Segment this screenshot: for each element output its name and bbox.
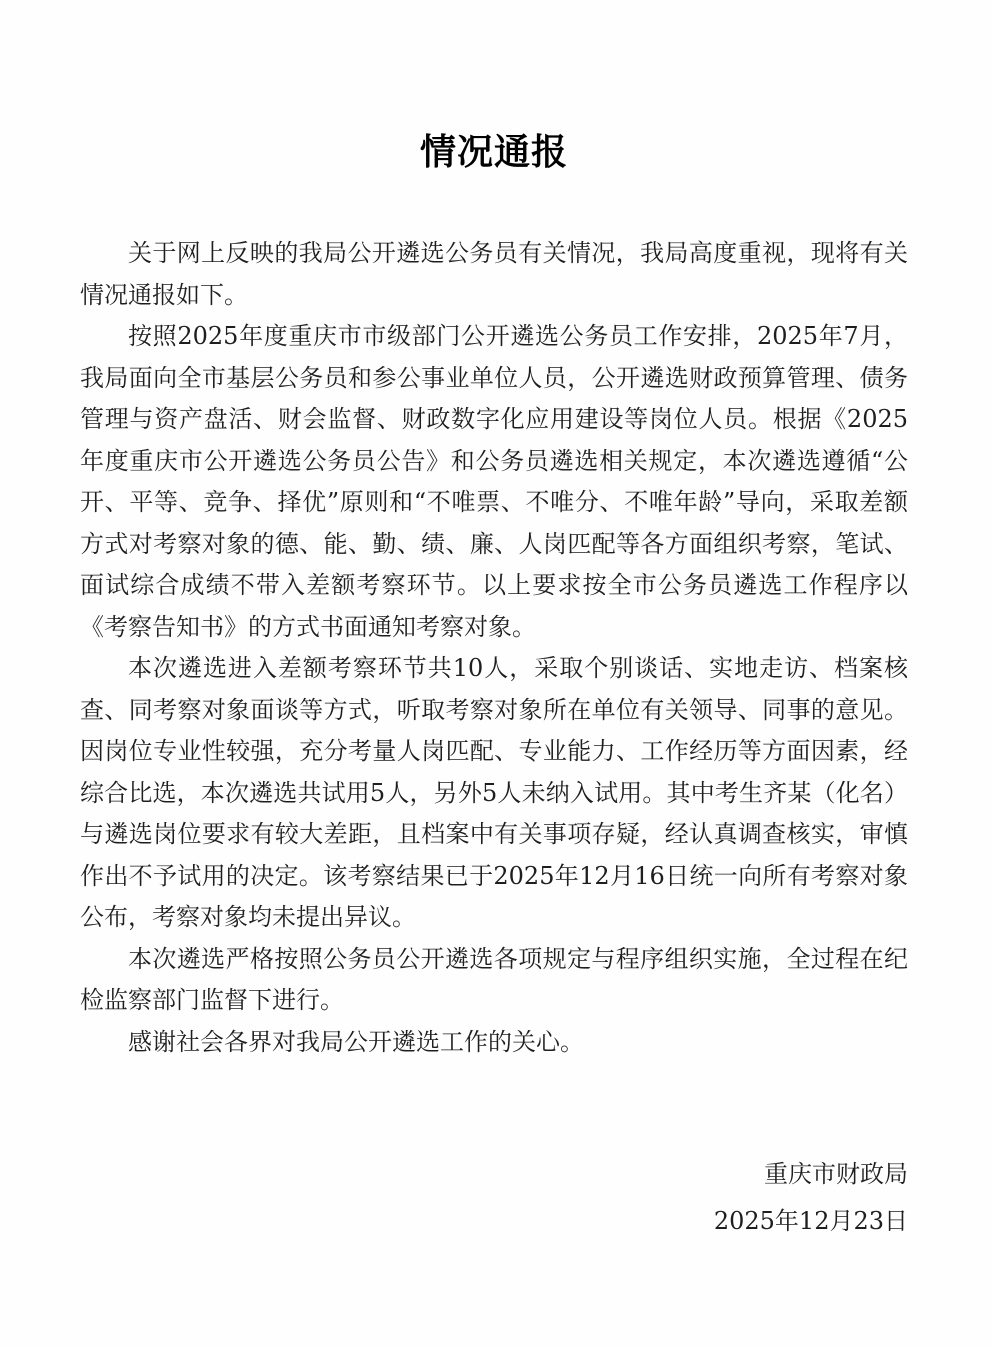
paragraph-supervision: 本次遴选严格按照公务员公开遴选各项规定与程序组织实施，全过程在纪检监察部门监督下进行。	[80, 944, 908, 1014]
document-title: 情况通报	[419, 131, 568, 173]
paragraph-inspection-result: 本次遴选进入差额考察环节共10人，采取个别谈话、实地走访、档案核查、同考察对象面谈等方式，听取考察对象所在单位有关领导、同事的意见。因岗位专业性较强，充分考量人岗匹配、专业能力、工作经历等方面因素，经综合比选，本次遴选共试用5人，另外5人未纳入试用。其中考生齐某（化名）与遴选岗位要求有较大差距，且档案中有关事项存疑，经认真调查核实，审慎作出不予试用的决定。该考察结果已于2025年12月16日统一向所有考察对象公布，考察对象均未提出异议。	[80, 654, 908, 931]
signature-date: 2025年12月23日	[713, 1207, 908, 1235]
paragraph-intro: 关于网上反映的我局公开遴选公务员有关情况，我局高度重视，现将有关情况通报如下。	[80, 239, 908, 309]
paragraph-thanks: 感谢社会各界对我局公开遴选工作的关心。	[128, 1027, 584, 1056]
document-body	[80, 233, 908, 1063]
signature-organization: 重庆市财政局	[764, 1160, 908, 1188]
paragraph-selection-process: 按照2025年度重庆市市级部门公开遴选公务员工作安排，2025年7月，我局面向全市基层公务员和参公事业单位人员，公开遴选财政预算管理、债务管理与资产盘活、财会监督、财政数字化应用建设等岗位人员。根据《2025年度重庆市公开遴选公务员公告》和公务员遴选相关规定，本次遴选遵循“公开、平等、竞争、择优”原则和“不唯票、不唯分、不唯年龄”导向，采取差额方式对考察对象的德、能、勤、绩、廉、人岗匹配等各方面组织考察，笔试、面试综合成绩不带入差额考察环节。以上要求按全市公务员遴选工作程序以《考察告知书》的方式书面通知考察对象。	[80, 322, 908, 641]
signature-block	[80, 1151, 908, 1245]
